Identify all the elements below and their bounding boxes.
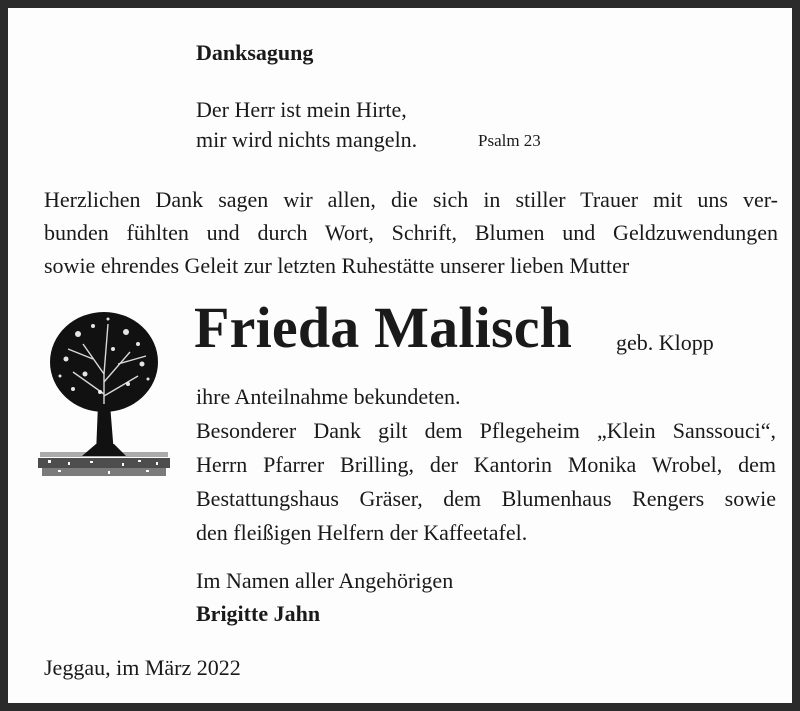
- maiden-name: geb. Klopp: [616, 330, 714, 355]
- intro-paragraph: [44, 183, 778, 282]
- intro-line-2: bunden fühlten und durch Wort, Schrift, Blumen und Geldzuwendungen: [44, 220, 778, 245]
- place-date: Jeggau, im März 2022: [44, 655, 241, 680]
- signature-name: Brigitte Jahn: [196, 601, 321, 626]
- deceased-name: Frieda Malisch: [194, 295, 573, 360]
- thanks-paragraph: [196, 380, 776, 550]
- notice-heading: Danksagung: [196, 40, 314, 65]
- body-line-4: Bestattungshaus Gräser, dem Blumenhaus Rengers sowie: [196, 486, 776, 511]
- body-line-5: den fleißigen Helfern der Kaffeetafel.: [196, 520, 528, 545]
- body-line-2: Besonderer Dank gilt dem Pflegeheim „Klein Sanssouci“,: [196, 418, 776, 443]
- signature-line: Im Namen aller Angehörigen: [196, 568, 454, 593]
- verse-source: Psalm 23: [478, 131, 541, 150]
- tree-icon: [38, 304, 170, 480]
- intro-line-3: sowie ehrendes Geleit zur letzten Ruhestätte unserer lieben Mutter: [44, 253, 630, 278]
- intro-line-1: Herzlichen Dank sagen wir allen, die sich in stiller Trauer mit uns ver-: [44, 187, 778, 212]
- body-line-1: ihre Anteilnahme bekundeten.: [196, 384, 461, 409]
- verse-line-1: Der Herr ist mein Hirte,: [196, 97, 407, 122]
- verse-line-2: mir wird nichts mangeln.: [196, 127, 418, 152]
- body-line-3: Herrn Pfarrer Brilling, der Kantorin Monika Wrobel, dem: [196, 452, 776, 477]
